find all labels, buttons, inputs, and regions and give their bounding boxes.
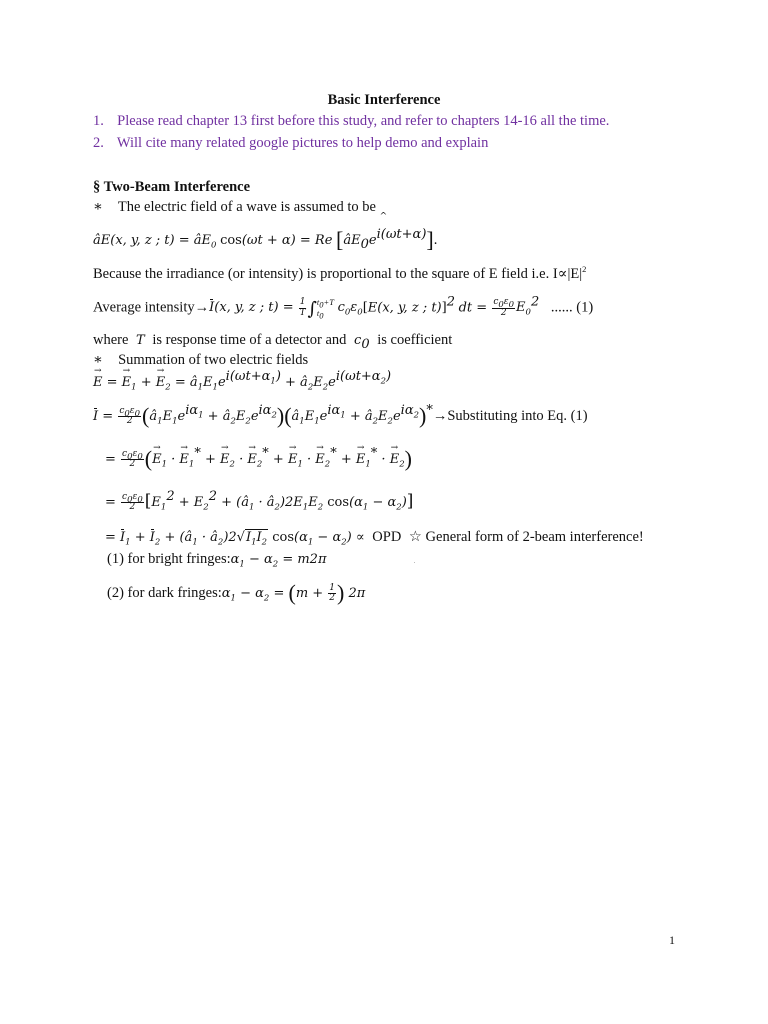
- list-item: [93, 135, 488, 152]
- equation-general-form: = $I_1 + I_2$ + ($â_1$ · $â_2)2√I_1I_2$ $\cos(\alpha_1 - \alpha_2)$ ∝ OPD ☆ General form of 2-beam interference!: [105, 529, 644, 548]
- irradiance-line: [93, 266, 586, 283]
- where-text: is coefficient: [377, 332, 453, 348]
- bullet-text: Summation of two electric fields: [118, 352, 309, 368]
- avg-label: Average intensity: [93, 299, 195, 316]
- opd-text: OPD: [372, 529, 402, 545]
- list-number: 1.: [93, 113, 104, 129]
- list-item: [93, 113, 609, 130]
- bright-fringes-line: (1) for bright $fringes:\alpha_1 - \alpha_2 = m2\pi$: [107, 551, 327, 570]
- arrow-icon: →: [194, 299, 210, 316]
- list-text: Will cite many related google pictures to help demo and explain: [116, 135, 489, 151]
- equation-field: âE(x, y, z ; $t) = âE_0$ cos(ωt + α) = Re [$âE_0e$ $^{\^{} i(\omega t+\alpha)}$].: [93, 212, 438, 252]
- symbol-T: T: [136, 333, 145, 348]
- symbol-c-sub: 0: [361, 336, 370, 352]
- dark-label: (2) for dark fringes:: [107, 585, 222, 601]
- symbol-c: c: [354, 333, 362, 348]
- where-line: [93, 332, 453, 352]
- bullet-text: The electric field of a wave is assumed to be: [117, 199, 376, 215]
- speck: [414, 562, 415, 563]
- bullet-marker: ∗: [93, 352, 103, 368]
- page-title: Basic Interference: [327, 92, 441, 108]
- equation-tag: ...... (1): [550, 299, 594, 316]
- equation-dot-products: = $\frac{c_0\varepsilon_0}{2}$ (→ $E_1$ · → $E_1^*$ + → $E_2$ · → $E_2^*$ + → $E_1$ · → $E_2^*$ + → $E_1^*$ · → $E_2$): [105, 448, 412, 470]
- dark-fringes-line: (2) for dark $fringes:\alpha_1 - \alpha_2 = (m$ + $\frac{1}{2}$ ) 2π: [107, 580, 366, 605]
- equation-intensity-expand: I = $\frac{c_0\varepsilon_0}{2}$ ($â_1E_1e^{i\alpha_1}$ + $â_2E_2e^{i\alpha_2})(â_1E_1e^{i\alpha_1}$ + $â_2E_2e^{i\alpha_2})^*\to Substituting$ into Eq. (1): [93, 403, 588, 428]
- bullet-marker: ∗: [93, 199, 103, 215]
- where-text: where: [93, 332, 129, 348]
- bullet-line: [93, 199, 376, 216]
- list-text: Please read chapter 13 first before this study, and refer to chapters 14-16 all the time.: [117, 113, 610, 129]
- where-text: is response time of a detector and: [152, 332, 347, 348]
- section-heading: § Two-Beam Interference: [93, 179, 251, 195]
- equation-sum-fields: → E = → $E_1$ + → $E_2$ = $â_1E_1e^{i(\omega t+\alpha_1)}$ + $â_2E_2e^{i(\omega t+\alpha_2)}$: [93, 374, 391, 391]
- list-number: 2.: [93, 135, 104, 151]
- bright-label: (1) for bright fringes:: [107, 551, 231, 567]
- equation-average-intensity: Average intensity→I(x, y, z ; t) = $\frac{1}{T}$ ∫ $t_0+T$ $t_0$ $c_0\varepsilon_0[E(x$, y, z ; t)]$^2$ dt = $\frac{c_0\varepsilon_0}{2}$ $E_0^2$ ...... (1): [93, 294, 594, 321]
- arrow-icon: →: [432, 408, 448, 424]
- substitute-text: Substituting into Eq. (1): [447, 408, 588, 424]
- equation-cos-form: = $\frac{c_0\varepsilon_0}{2}$ [$E_1^2 + E_2^2$ + ($â_1$ · $â_2)2E_1E_2$ $\cos(\alpha_1 - \alpha_2)$]: [105, 489, 414, 513]
- irradiance-sup: 2: [582, 264, 587, 275]
- irradiance-text: Because the irradiance (or intensity) is proportional to the square of E field i.e. I∝|E|: [93, 266, 583, 282]
- star-note: ☆ General form of 2-beam interference!: [408, 529, 644, 545]
- page-number: 1: [669, 933, 675, 947]
